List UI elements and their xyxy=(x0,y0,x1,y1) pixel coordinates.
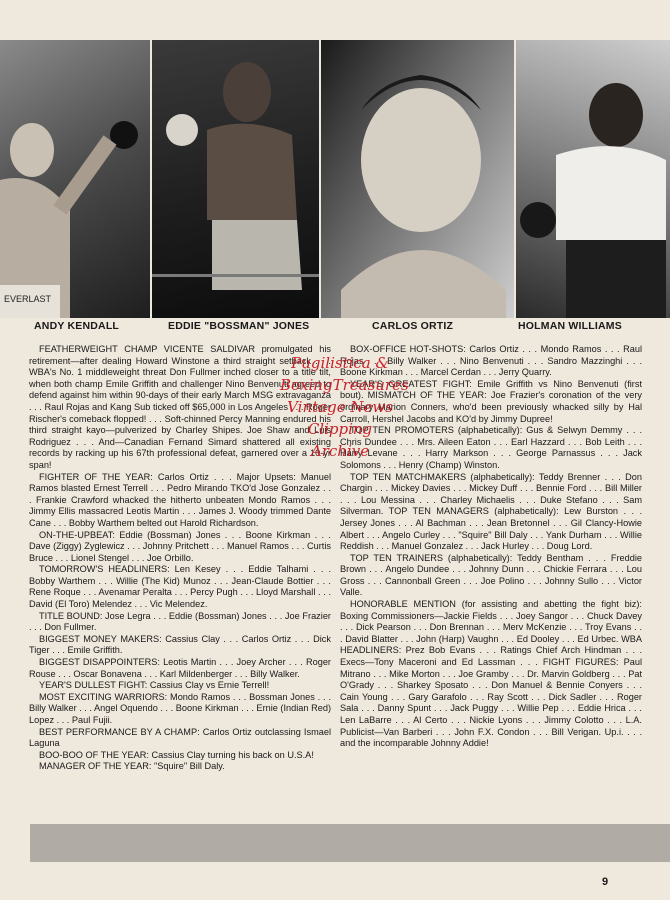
paragraph: TITLE BOUND: Jose Legra . . . Eddie (Bossman) Jones . . . Joe Frazier . . . Don Fullmer. xyxy=(29,610,331,633)
photo-carlos-ortiz xyxy=(321,40,514,318)
paragraph: MOST EXCITING WARRIORS: Mondo Ramos . . . Bossman Jones . . . Billy Walker . . . Angel Oquendo . . . Boone Kirkman . . . Ernie (Indian Red) Lopez . . . Paul Fujii. xyxy=(29,691,331,725)
paragraph: TOP TEN TRAINERS (alphabetically): Teddy Bentham . . . Freddie Brown . . . Angelo Dundee . . . Johnny Dunn . . . Chickie Ferrara . . . Lou Gross . . . Cannonball Green . . . Joe Polino . . . Johnny Sullo . . . Victor Valle. xyxy=(340,552,642,598)
photo-eddie-jones xyxy=(152,40,319,318)
paragraph: FIGHTER OF THE YEAR: Carlos Ortiz . . . Major Upsets: Manuel Ramos blasted Ernest Terrell . . . Pedro Mirando TKO'd Jose Gonzalez . . . Frankie Crawford whacked the hitherto unbeaten Mondo Ramos . . . Jimmy Ellis massacred Leotis Martin . . . James J. Woody trimmed Dante Cane . . . Bobby Warthem belted out Harold Richardson. xyxy=(29,471,331,528)
caption-andy-kendall: ANDY KENDALL xyxy=(34,320,120,332)
bottom-band xyxy=(30,824,670,862)
paragraph: YEAR'S GREATEST FIGHT: Emile Griffith vs Nino Benvenuti (first bout). MISMATCH OF THE YEAR: Joe Frazier's coronation of the very ordinary Marion Conners, who'd been previously whacked silly by Hal Carroll, Hershel Jacobs and KO'd by Jimmy Dupree! xyxy=(340,378,642,424)
paragraph: TOP TEN MATCHMAKERS (alphabetically): Teddy Brenner . . . Don Chargin . . . Mickey Davies . . . Mickey Duff . . . Bennie Ford . . . Bill Miller . . . Lou Messina . . . Charley Michaelis . . . Duke Stefano . . . Sam Silverman. TOP TEN MANAGERS (alphabetically): Lew Burston . . . Jersey Jones . . . Al Bachman . . . Jean Bretonnel . . . Gil Clancy-Howie Albert . . . Angelo Curley . . . "Squire" Bill Daly . . . Yank Durham . . . Willie Reddish . . . Manuel Gonzalez . . . Jack Hurley . . . Doug Lord. xyxy=(340,471,642,552)
page-number: 9 xyxy=(602,876,609,888)
photo-captions xyxy=(0,320,670,336)
trunks-text: EVERLAST xyxy=(4,294,52,304)
photo-strip xyxy=(0,40,670,318)
caption-holman-williams: HOLMAN WILLIAMS xyxy=(518,320,622,332)
paragraph: BOX-OFFICE HOT-SHOTS: Carlos Ortiz . . . Mondo Ramos . . . Raul Rojas . . . Billy Walker . . . Nino Benvenuti . . . Sandro Mazzinghi . . . Boone Kirkman . . . Marcel Cerdan . . . Jerry Quarry. xyxy=(340,344,642,378)
caption-carlos-ortiz: CARLOS ORTIZ xyxy=(372,320,454,332)
paragraph: YEAR'S DULLEST FIGHT: Cassius Clay vs Ernie Terrell! xyxy=(39,680,270,691)
paragraph: MANAGER OF THE YEAR: "Squire" Bill Daly. xyxy=(39,761,225,772)
paragraph: BEST PERFORMANCE BY A CHAMP: Carlos Ortiz outclassing Ismael Laguna xyxy=(29,726,331,749)
paragraph: FEATHERWEIGHT CHAMP VICENTE SALDIVAR promulgated his retirement—after dealing Howard Winstone a third straight setback . . . WBA's No. 1 middleweight threat Don Fullmer inched closer to a title tilt, when both champ Emile Griffith and challenger Nino Benvenuti agreed to defend against him within 90-days of their early March MSG extravaganza . . . Raul Rojas and Kang Sub ticked off $65,000 in Los Angeles . . . Roger Rischer's comeback flopped! . . . Soft-chinned Percy Manning endured his third straight kayo—pulverized by Charley Shipes. Joe Shaw and Luis Rodriguez . . . And—Canadian Fernand Simard shattered all existing records by racking up his 67th professional defeat, garnered over a 10-yr span! xyxy=(29,344,331,470)
paragraph: BIGGEST DISAPPOINTERS: Leotis Martin . . . Joey Archer . . . Roger Rouse . . . Oscar Bonavena . . . Karl Mildenberger . . . Billy Walker. xyxy=(29,657,331,679)
archive-watermark: Pugilistica & BoxingTreasures Vintage News Clipping Archive xyxy=(280,354,409,460)
paragraph: ON-THE-UPBEAT: Eddie (Bossman) Jones . . . Boone Kirkman . . . Dave (Ziggy) Zyglewicz . . . Johnny Pritchett . . . Manuel Ramos . . . Curtis Bruce . . . Lionel Stengel . . . Joe Orbillo. xyxy=(29,529,331,563)
article-left-column xyxy=(29,344,331,773)
paragraph: BIGGEST MONEY MAKERS: Cassius Clay . . . Carlos Ortiz . . . Dick Tiger . . . Emile Griffith. xyxy=(29,633,331,656)
paragraph: HONORABLE MENTION (for assisting and abetting the fight biz): Boxing Commissioners—Jackie Fields . . . Joey Sangor . . . Chuck Davey . . . Dick Pearson . . . Don Brennan . . . Merv McKenzie . . . Troy Evans . . . David Blatter . . . John (Harp) Vaughn . . . Ed Dooley . . . Ed Urbec. WBA HEADLINERS: Prez Bob Evans . . . Ratings Chief Arch Hindman . . . Execs—Tony Maceroni and Ed Lassman . . . FIGHT FIGURES: Paul Mitrano . . . Mike Morton . . . Joe Gramby . . . Dr. Marvin Goldberg . . . Pat O'Grady . . . Sharkey Sposato . . . Don Manuel & Bennie Conyers . . . Cain Young . . . Gary Garafolo . . . Ray Scott . . . Dick Sadler . . . Roger Sala . . . Danny Spunt . . . Jack Puggy . . . Willie Pep . . . Eddie Hrica . . . Len LaBarre . . . Al Certo . . . Nickie Lyons . . . Jimmy Colotto . . . L.A. Publicist—Van Barberi . . . John F.X. Condon . . . Bill Verigan. Up.i. . . . and the incomparable Johnny Addie! xyxy=(340,599,642,749)
paragraph: TOP TEN PROMOTERS (alphabetically): Gus & Selwyn Demmy . . . Chris Dundee . . . Mrs. Aileen Eaton . . . Earl Hazzard . . . Bob Leith . . . Harry Levane . . . Harry Markson . . . George Parnassus . . . Jack Solomons . . . Henry (Champ) Winston. xyxy=(340,425,642,470)
paragraph: TOMORROW'S HEADLINERS: Len Kesey . . . Eddie Talhami . . . Bobby Warthem . . . Willie (The Kid) Munoz . . . Jean-Claude Bottier . . . Rene Roque . . . Avenamar Peralta . . . Percy Pugh . . . Lloyd Marshall . . . David (El Toro) Melendez . . . Vic Melendez. xyxy=(29,564,331,610)
photo-andy-kendall xyxy=(0,40,150,318)
caption-eddie-jones: EDDIE "BOSSMAN" JONES xyxy=(168,320,310,332)
photo-holman-williams xyxy=(516,40,670,318)
paragraph: BOO-BOO OF THE YEAR: Cassius Clay turning his back on U.S.A! xyxy=(39,749,314,760)
article-right-column xyxy=(340,344,642,750)
